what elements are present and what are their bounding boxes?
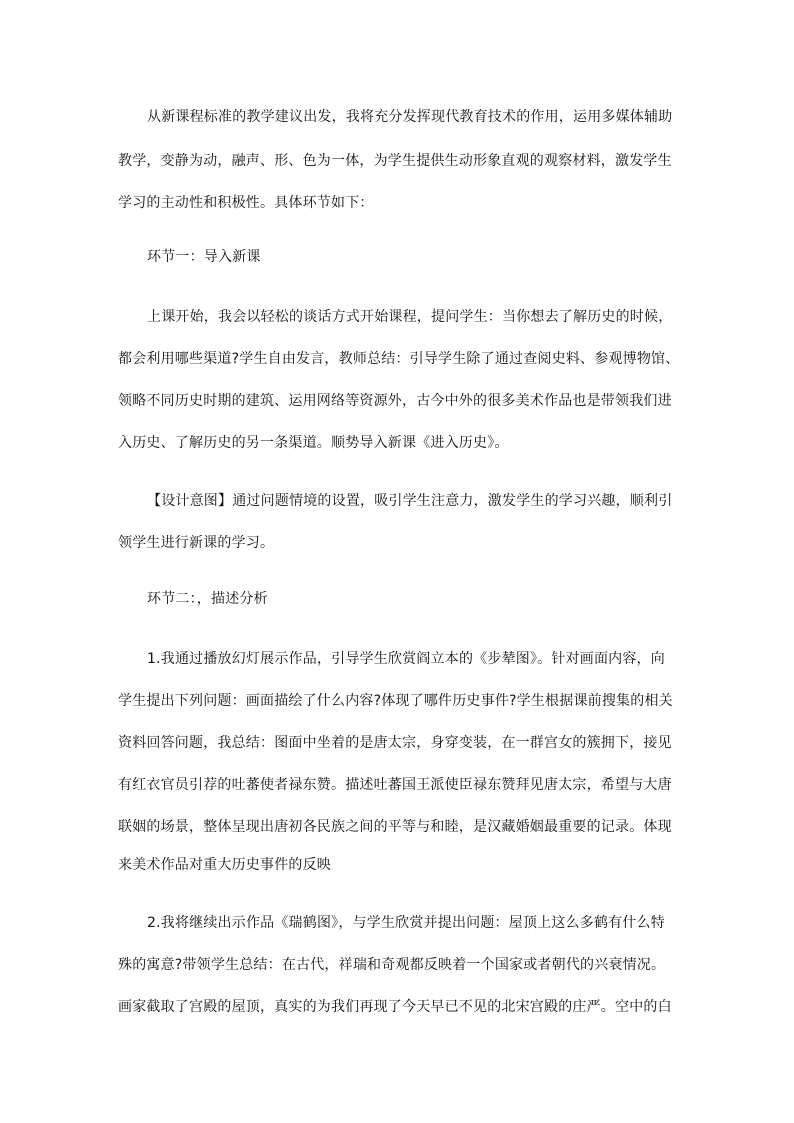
paragraph-point2-line: 殊的寓意?带领学生总结：在古代，祥瑞和奇观都反映着一个国家或者朝代的兴衰情况。	[118, 957, 666, 973]
paragraph-step1-line: 都会利用哪些渠道?学生自由发言，教师总结：引导学生除了通过查阅史料、参观博物馆、	[118, 351, 680, 367]
paragraph-point1-line: 来美术作品对重大历史事件的反映	[118, 857, 331, 873]
paragraph-step1-line: 领略不同历史时期的建筑、运用网络等资源外，古今中外的很多美术作品也是带领我们进	[118, 393, 672, 409]
paragraph-point1-line: 学生提出下列问题：画面描绘了什么内容?体现了哪件历史事件?学生根据课前搜集的相关	[118, 693, 673, 709]
section-heading-step1: 环节一：导入新课	[147, 249, 261, 265]
paragraph-design-intent-line: 领学生进行新课的学习。	[118, 535, 275, 551]
section-heading-step2: 环节二：，描述分析	[147, 591, 268, 607]
paragraph-point1-line: 有红衣官员引荐的吐蕃使者禄东赞。描述吐蕃国王派使臣禄东赞拜见唐太宗，希望与大唐	[118, 777, 672, 793]
paragraph-step1-line: 入历史、了解历史的另一条渠道。顺势导入新课《进入历史》。	[118, 435, 509, 451]
paragraph-point2-line: 2.我将继续出示作品《瑞鹤图》，与学生欣赏并提出问题：屋顶上这么多鹤有什么特	[147, 915, 665, 931]
paragraph-intro-line: 教学，变静为动，融声、形、色为一体，为学生提供生动形象直观的观察材料，激发学生	[118, 153, 672, 169]
paragraph-intro-line: 从新课程标准的教学建议出发，我将充分发挥现代教育技术的作用，运用多媒体辅助	[147, 109, 673, 125]
paragraph-design-intent-line: 【设计意图】通过问题情境的设置，吸引学生注意力，激发学生的学习兴趣，顺利引	[147, 493, 673, 509]
paragraph-point1-line: 联姻的场景，整体呈现出唐初各民族之间的平等与和睦，是汉藏婚姻最重要的记录。体现	[118, 819, 672, 835]
paragraph-point2-line: 画家截取了宫殿的屋顶，真实的为我们再现了今天早已不见的北宋宫殿的庄严。空中的白	[118, 999, 672, 1015]
paragraph-intro-line: 学习的主动性和积极性。具体环节如下：	[118, 195, 374, 211]
paragraph-point1-line: 资料回答问题，我总结：图面中坐着的是唐太宗，身穿变装，在一群宫女的簇拥下，接见	[118, 735, 672, 751]
paragraph-point1-line: 1.我通过播放幻灯展示作品，引导学生欣赏阎立本的《步辇图》。针对画面内容，向	[147, 651, 665, 667]
paragraph-step1-line: 上课开始，我会以轻松的谈话方式开始课程，提问学生：当你想去了解历史的时候，	[147, 309, 673, 325]
